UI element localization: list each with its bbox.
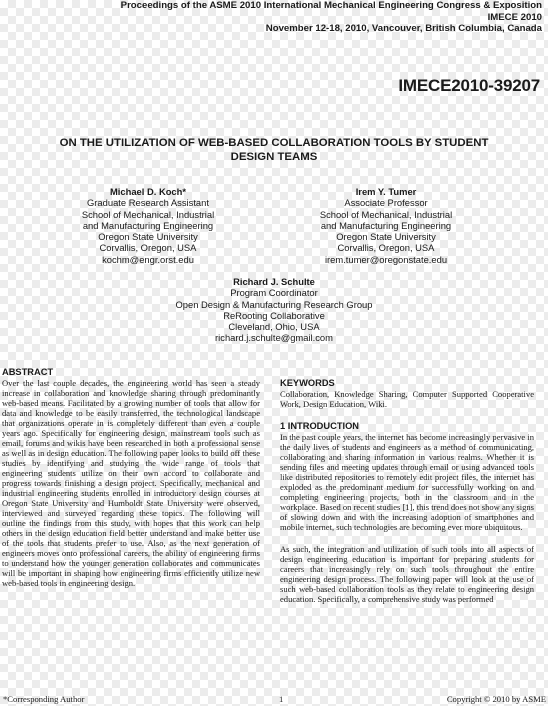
right-column	[280, 378, 534, 604]
author-affiliation: ReRooting Collaborative	[223, 309, 325, 321]
page-footer	[0, 694, 548, 706]
conference-name: Proceedings of the ASME 2010 International Mechanical Engineering Congress & Exposition	[120, 0, 542, 11]
conference-acronym: IMECE 2010	[487, 11, 542, 23]
author-university: Oregon State University	[336, 231, 436, 243]
author-position: Program Coordinator	[230, 287, 318, 299]
copyright-notice: Copyright © 2010 by ASME	[446, 694, 546, 704]
author-email: kochm@engr.orst.edu	[102, 253, 194, 265]
page-number: 1	[279, 694, 284, 704]
introduction-paragraph: As such, the integration and utilization of such tools into all aspects of design engineering education is important for preparing students for careers that increasingly rely on such tools throughout the entire engineering design process. The following paper will look at the use of such web-based collaboration tools as they relate to engineering design education. Specifically, a comprehensive study was performed	[280, 544, 534, 605]
keywords-text: Collaboration, Knowledge Sharing, Computer Supported Cooperative Work, Design Education, Wiki.	[280, 389, 534, 410]
author-location: Corvallis, Oregon, USA	[99, 242, 197, 254]
abstract-text: Over the last couple decades, the engineering world has seen a steady increase in collaboration and knowledge sharing through predominantly web-based means. Facilitated by a growing number of tools that allow for data and knowledge to be easily transferred, the technological landscape that organizations operate in is completely different than even a couple years ago. Specifically for engineering design, mainstream tools such as email, forums and wikis have been researched in both a professional sense as well as in design education. The following paper looks to build off these studies by identifying and studying the wide range of tools that engineering students utilize on their own accord to collaborate and progress towards finishing a design project. Specifically, mechanical and industrial engineering students enrolled in introductory design courses at Oregon State University and Humboldt State University were observed, interviewed and surveyed regarding these topics. The following will outline the findings from this study, with hopes that this work can help others in the design education field better understand and make better use of the tools that students prefer to use. Also, as the next generation of engineers moves onto professional careers, the ability of engineering firms to understand how the younger generation collaborates and communicates will be important in shaping how engineering firms efficiently utilize new web-based tools in engineering design.	[2, 378, 260, 589]
paper-title	[20, 136, 528, 164]
corresponding-author-note: *Corresponding Author	[3, 694, 85, 704]
author-name: Michael D. Koch*	[109, 186, 187, 197]
author-affiliation: and Manufacturing Engineering	[320, 219, 452, 231]
author-university: Oregon State University	[98, 231, 198, 243]
author-affiliation: School of Mechanical, Industrial	[319, 208, 453, 220]
introduction-paragraph: In the past couple years, the internet has become increasingly pervasive in the daily lives of students and engineers as a method of communicating, collaborating and sharing information in various realms. Whether it is sending files and meeting updates through email or using advanced tools like distributed repositories to remotely edit project files, the internet has exploded as the predominant medium for successfully working on and completing engineering projects, both in the classroom and in the workplace. Based on recent studies [1], this trend does not show any signs of slowing down and with the increasing adoption of smartphones and mobile internet, such technologies are becoming ever more ubiquitous.	[280, 432, 534, 533]
author-location: Corvallis, Oregon, USA	[337, 242, 435, 254]
author-email: richard.j.schulte@gmail.com	[215, 332, 333, 344]
author-name: Richard J. Schulte	[233, 276, 315, 287]
author-name: Irem Y. Tumer	[355, 186, 417, 197]
author-block-tumer	[280, 186, 492, 265]
author-location: Cleveland, Ohio, USA	[228, 321, 320, 333]
title-line-1: ON THE UTILIZATION OF WEB-BASED COLLABORATION TOOLS BY STUDENT	[59, 137, 489, 149]
abstract-heading: ABSTRACT	[2, 367, 54, 377]
author-block-schulte	[134, 276, 414, 344]
author-affiliation: and Manufacturing Engineering	[82, 219, 214, 231]
author-block-koch	[42, 186, 254, 265]
paper-id: IMECE2010-39207	[398, 76, 540, 95]
author-position: Graduate Research Assistant	[87, 197, 209, 209]
author-affiliation: Open Design & Manufacturing Research Group	[175, 298, 373, 310]
author-affiliation: School of Mechanical, Industrial	[81, 208, 215, 220]
author-email: irem.tumer@oregonstate.edu	[324, 253, 448, 265]
left-column	[2, 367, 260, 588]
conference-date-location: November 12-18, 2010, Vancouver, British Columbia, Canada	[265, 23, 542, 35]
title-line-2: DESIGN TEAMS	[230, 151, 318, 163]
keywords-heading: KEYWORDS	[280, 378, 335, 388]
author-position: Associate Professor	[344, 197, 428, 209]
introduction-heading: 1 INTRODUCTION	[280, 421, 360, 432]
conference-header	[82, 0, 542, 35]
